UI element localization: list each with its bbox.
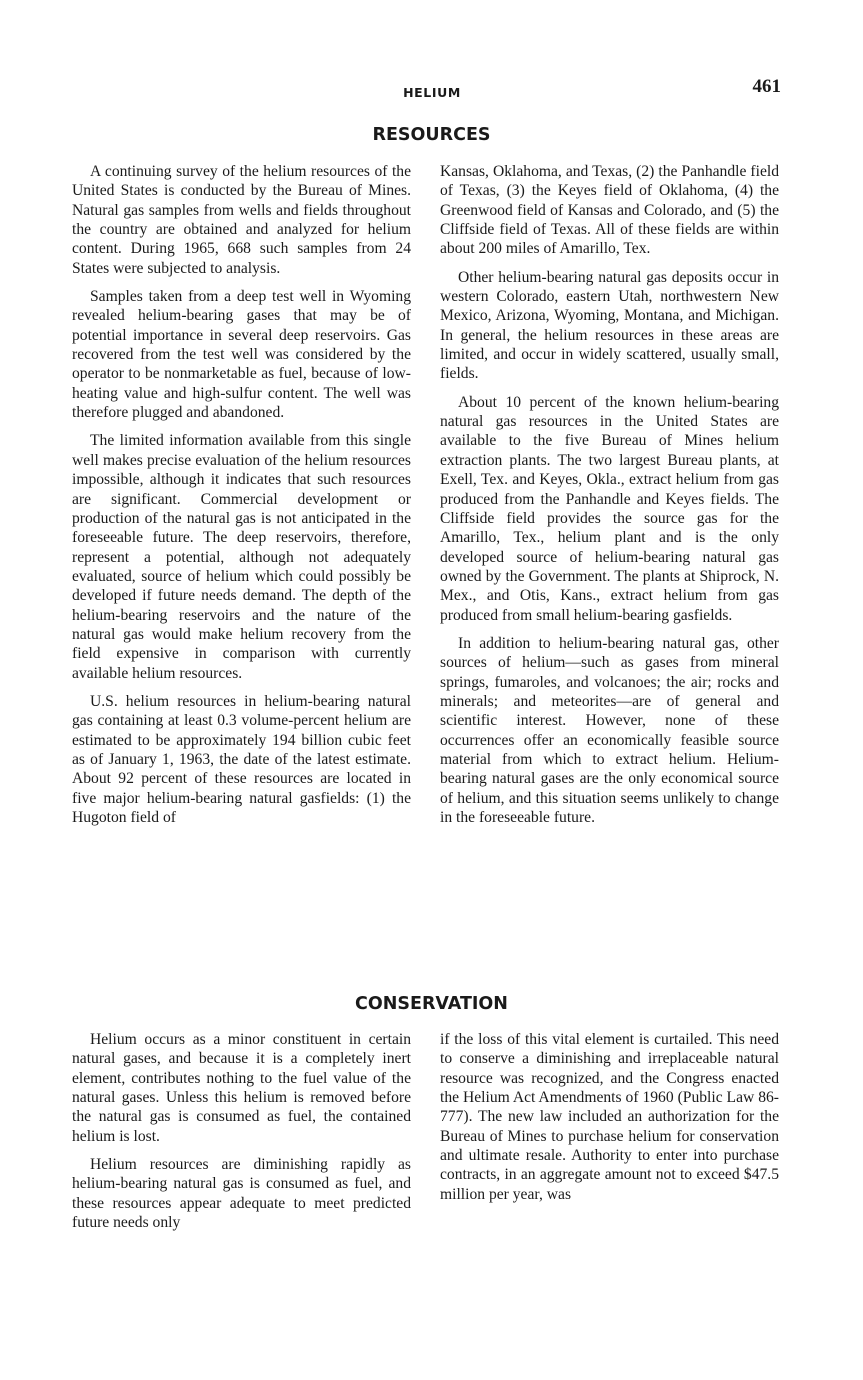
running-head: HELIUM xyxy=(403,85,461,100)
paragraph: About 10 percent of the known helium-bearing natural gas resources in the United States are available to the five Bureau of Mines helium extraction plants. The two largest Bureau plants, at Exell, Tex. and Keyes, Okla., extract helium from gas produced from the Panhandle and Keyes fields. The Cliffside field provides the source gas for the Amarillo, Tex., helium plant and is the only developed source of helium-bearing natural gas owned by the Government. The plants at Shiprock, N. Mex., and Otis, Kans., extract helium from gas produced from small helium-bearing gasfields. xyxy=(440,393,779,624)
resources-left-column xyxy=(72,162,411,827)
page-number: 461 xyxy=(752,76,781,97)
conservation-right-column xyxy=(440,1030,779,1204)
paragraph: Kansas, Oklahoma, and Texas, (2) the Panhandle field of Texas, (3) the Keyes field of Oklahoma, (4) the Greenwood field of Kansas and Colorado, and (5) the Cliffside field of Texas. All of these fields are within about 200 miles of Amarillo, Tex. xyxy=(440,163,779,258)
paragraph: Other helium-bearing natural gas deposits occur in western Colorado, eastern Utah, northwestern New Mexico, Arizona, Wyoming, Montana, and Michigan. In general, the helium resources in these areas are limited, and occur in widely scattered, usually small, fields. xyxy=(440,268,779,383)
paragraph: A continuing survey of the helium resources of the United States is conducted by the Bureau of Mines. Natural gas samples from wells and fields throughout the country are obtained and analyzed for helium content. During 1965, 668 such samples from 24 States were subjected to analysis. xyxy=(72,163,411,277)
resources-right-column xyxy=(440,162,779,827)
paragraph: Helium occurs as a minor constituent in certain natural gases, and because it is a completely inert element, contributes nothing to the fuel value of the natural gases. Unless this helium is removed before the natural gas is consumed as fuel, the contained helium is lost. xyxy=(72,1031,411,1145)
resources-heading: RESOURCES xyxy=(372,125,491,145)
conservation-left-column xyxy=(72,1030,411,1232)
paragraph: The limited information available from this single well makes precise evaluation of the helium resources impossible, although it indicates that such resources are significant. Commercial development or production of the natural gas is not anticipated in the foreseeable future. The deep reservoirs, therefore, represent a potential, although not adequately evaluated, source of helium which could possibly be developed if future needs demand. The depth of the helium-bearing reservoirs and the nature of the natural gas would make helium recovery from the field expensive in comparison with currently available helium resources. xyxy=(72,432,411,682)
paragraph: if the loss of this vital element is curtailed. This need to conserve a diminishing and irreplaceable natural resource was recognized, and the Congress enacted the Helium Act Amendments of 1960 (Public Law 86-777). The new law included an authorization for the Bureau of Mines to purchase helium for conservation and ultimate resale. Authority to enter into purchase contracts, in an aggregate amount not to exceed $47.5 million per year, was xyxy=(440,1031,779,1203)
paragraph: In addition to helium-bearing natural gas, other sources of helium—such as gases from mineral springs, fumaroles, and volcanoes; the air; rocks and minerals; and meteorites—are of general and scientific interest. However, none of these occurrences offer an economically feasible source material from which to extract helium. Helium-bearing natural gases are the only economical source of helium, and this situation seems unlikely to change in the foreseeable future. xyxy=(440,634,779,826)
conservation-heading: CONSERVATION xyxy=(355,994,508,1014)
paragraph: Samples taken from a deep test well in Wyoming revealed helium-bearing gases that may be of potential importance in several deep reservoirs. Gas recovered from the test well was considered by the operator to be nonmarketable as fuel, because of low-heating value and high-sulfur content. The well was therefore plugged and abandoned. xyxy=(72,288,411,422)
paragraph: Helium resources are diminishing rapidly as helium-bearing natural gas is consumed as fuel, and these resources appear adequate to meet predicted future needs only xyxy=(72,1156,411,1232)
paragraph: U.S. helium resources in helium-bearing natural gas containing at least 0.3 volume-percent helium are estimated to be approximately 194 billion cubic feet as of January 1, 1963, the date of the latest estimate. About 92 percent of these resources are located in five major helium-bearing natural gasfields: (1) the Hugoton field of xyxy=(72,692,411,826)
